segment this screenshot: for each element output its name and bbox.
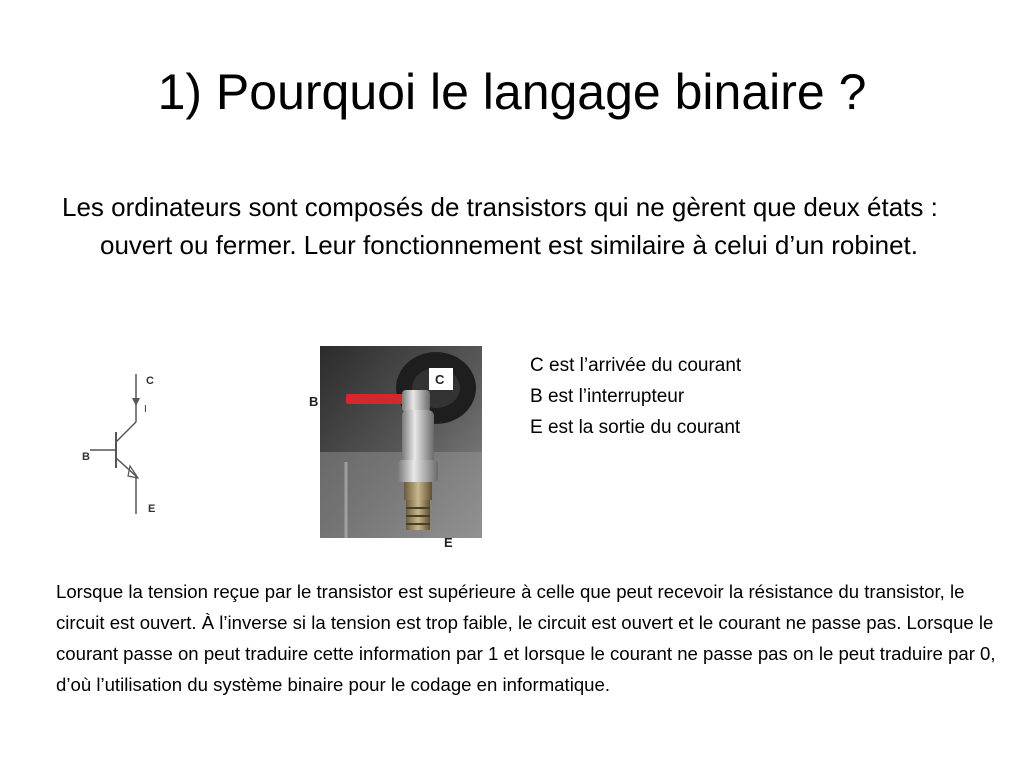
legend-item-c: C est l’arrivée du courant [530, 355, 742, 376]
photo-label-e: E [444, 535, 453, 548]
slide-title: 1) Pourquoi le langage binaire ? [157, 64, 867, 120]
current-arrow-icon [132, 398, 140, 406]
transistor-schematic [70, 366, 180, 526]
tap-photo [306, 342, 492, 548]
intro-bullet: Les ordinateurs sont composés de transistors qui ne gèrent que deux états : ouvert ou fermer. Leur fonctionnement est similaire à celui d’un robinet. [62, 192, 938, 260]
photo-label-c: C [435, 372, 445, 387]
explanation-paragraph: Lorsque la tension reçue par le transistor est supérieure à celle que peut recevoir la résistance du transistor, le circuit est ouvert. À l’inverse si la tension est trop faible, le circuit est ouvert et le courant ne passe pas. Lorsque le courant passe on peut traduire cette information par 1 et lorsque le courant ne passe pas on le peut traduire par 0, d’où l’utilisation du système binaire pour le codage en informatique. [56, 581, 996, 695]
schema-label-b: B [82, 451, 90, 463]
valve-handle [346, 394, 408, 404]
legend-item-e: E est la sortie du courant [530, 417, 741, 438]
schema-label-c: C [146, 375, 154, 387]
legend [530, 350, 741, 443]
schema-label-e: E [148, 503, 156, 515]
photo-label-b: B [309, 394, 319, 409]
legend-item-b: B est l’interrupteur [530, 386, 685, 407]
schema-label-i: I [144, 404, 147, 415]
